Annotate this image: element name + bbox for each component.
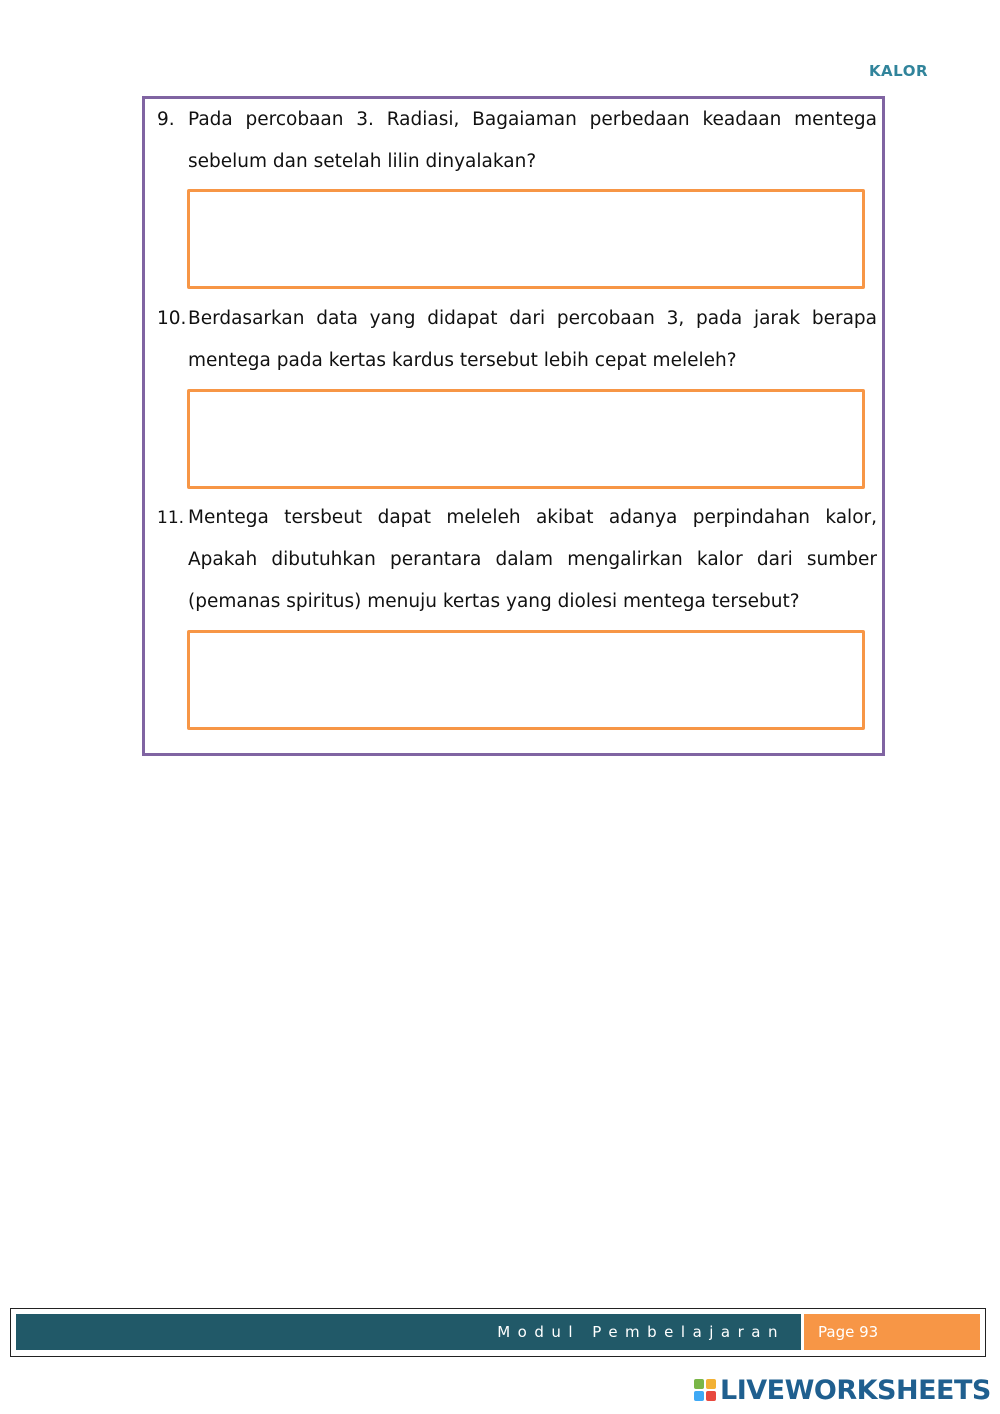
question-line: Pada percobaan 3. Radiasi, Bagaiaman perbedaan keadaan mentega xyxy=(188,109,877,130)
question-9 xyxy=(157,99,877,183)
question-11 xyxy=(157,497,877,623)
question-line: mentega pada kertas kardus tersebut lebih cepat meleleh? xyxy=(188,350,737,371)
answer-box-9[interactable] xyxy=(187,189,865,289)
question-line: Berdasarkan data yang didapat dari percobaan 3, pada jarak berapa xyxy=(188,308,877,329)
answer-box-11[interactable] xyxy=(187,630,865,730)
brand-name: LIVEWORKSHEETS xyxy=(720,1374,991,1406)
question-line: sebelum dan setelah lilin dinyalakan? xyxy=(188,151,537,172)
question-line: Mentega tersbeut dapat meleleh akibat adanya perpindahan kalor, xyxy=(188,507,877,528)
answer-box-10[interactable] xyxy=(187,389,865,489)
question-line: (pemanas spiritus) menuju kertas yang diolesi mentega tersebut? xyxy=(188,591,800,612)
liveworksheets-icon xyxy=(694,1379,716,1401)
module-label: Modul Pembelajaran xyxy=(16,1314,801,1350)
chapter-tag: KALOR xyxy=(868,62,928,80)
question-number: 9. xyxy=(157,109,175,130)
liveworksheets-logo xyxy=(694,1374,991,1406)
page-number: Page 93 xyxy=(804,1314,980,1350)
question-number: 11. xyxy=(157,508,185,528)
page-footer xyxy=(10,1308,986,1357)
question-line: Apakah dibutuhkan perantara dalam mengalirkan kalor dari sumber xyxy=(188,549,877,570)
question-number: 10. xyxy=(157,308,187,329)
question-10 xyxy=(157,298,877,382)
